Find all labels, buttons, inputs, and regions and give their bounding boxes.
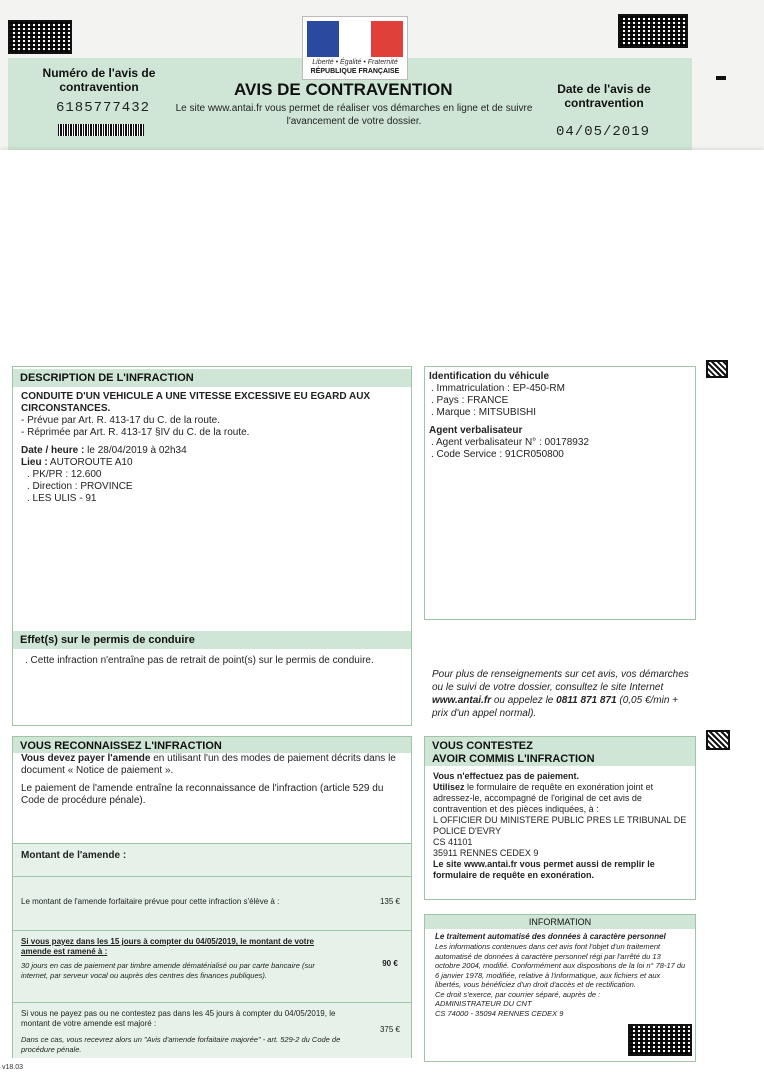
republic-motto: Liberté • Égalité • Fraternité bbox=[312, 59, 398, 66]
pays: . Pays : FRANCE bbox=[431, 395, 509, 406]
avis-number: 6185777432 bbox=[56, 100, 151, 116]
vehicle-heading: Identification du véhicule bbox=[429, 371, 550, 382]
pay-instruction: en utilisant l'un des modes de paiement décrits dans le document « Notice de paiement ». bbox=[21, 753, 396, 776]
contact-info bbox=[432, 668, 694, 720]
contact-text-mid: ou appelez le bbox=[491, 695, 557, 706]
amount-row-majore bbox=[13, 1002, 411, 1059]
republic-logo bbox=[302, 16, 408, 80]
contact-phone[interactable]: 0811 871 871 bbox=[556, 695, 617, 706]
amount-majore-text: Si vous ne payez pas ou ne contestez pas dans les 45 jours à compter du 04/05/2019, le montant de votre amende est majoré : bbox=[21, 1009, 336, 1028]
reconnaissez-box bbox=[12, 736, 412, 1058]
amount-standard-value: 135 € bbox=[379, 897, 401, 906]
information-body: Les informations contenues dans cet avis font l'objet d'un traitement automatisé de données à caractère personnel régi par l'arrêté du 13 octobre 2004, modifié. Conformément aux dispositions de la loi n° 78-17 du 6 janvier 1978, modifiée, relative à l'informatique, aux fichiers et aux libertés, vous bénéficiez d'un droit d'accès et de rectification. bbox=[435, 942, 686, 989]
page-title: AVIS DE CONTRAVENTION bbox=[234, 80, 453, 99]
information-address: CS 74000 - 35094 RENNES CEDEX 9 bbox=[435, 1008, 564, 1018]
reconnaissez-heading: VOUS RECONNAISSEZ L'INFRACTION bbox=[13, 737, 411, 753]
offence-reprimee: - Réprimée par Art. R. 413-17 §IV du C. de la route. bbox=[21, 427, 250, 438]
contestez-heading-1: VOUS CONTESTEZ bbox=[432, 740, 533, 752]
recognition-note: Le paiement de l'amende entraîne la reconnaissance de l'infraction (article 529 du Code de procédure pénale). bbox=[21, 783, 384, 806]
lieu-value: AUTOROUTE A10 bbox=[49, 457, 133, 468]
effets-heading: Effet(s) sur le permis de conduire bbox=[13, 631, 411, 649]
datamatrix-code-right bbox=[618, 14, 688, 48]
amount-reduced-value: 90 € bbox=[382, 959, 398, 968]
address-line-2: CS 41101 bbox=[433, 837, 473, 847]
version-label: v18.03 bbox=[2, 1064, 24, 1071]
contest-site-note: Le site www.antai.fr vous permet aussi de remplir le formulaire de requête en exonération. bbox=[433, 859, 655, 880]
amount-majore-value: 375 € bbox=[379, 1025, 401, 1034]
offence-date-value: le 28/04/2019 à 02h34 bbox=[87, 445, 187, 456]
information-exercise: Ce droit s'exerce, par courrier séparé, auprès de : ADMINISTRATEUR DU CNT bbox=[435, 989, 601, 1008]
barcode bbox=[58, 124, 144, 136]
avis-number-label: Numéro de l'avis de contravention bbox=[42, 66, 156, 94]
code-service: . Code Service : 91CR050800 bbox=[431, 449, 564, 460]
datamatrix-code-left bbox=[8, 20, 72, 54]
amount-reduced-text: Si vous payez dans les 15 jours à compter du 04/05/2019, le montant de votre amende est ramené à : bbox=[21, 937, 314, 956]
offence-date-label: Date / heure : bbox=[21, 445, 85, 456]
pk-pr: . PK/PR : 12.600 bbox=[27, 469, 102, 480]
information-heading: INFORMATION bbox=[425, 915, 695, 929]
direction: . Direction : PROVINCE bbox=[27, 481, 133, 492]
datamatrix-code-small bbox=[706, 360, 728, 378]
pay-instruction-bold: Vous devez payer l'amende bbox=[21, 753, 151, 764]
republic-name: RÉPUBLIQUE FRANÇAISE bbox=[310, 68, 400, 75]
immatriculation: . Immatriculation : EP-450-RM bbox=[431, 383, 565, 394]
amount-majore-note: Dans ce cas, vous recevrez alors un "Avis d'amende forfaitaire majorée" - art. 529-2 du Code de procédure pénale. bbox=[21, 1035, 341, 1054]
contestez-box bbox=[424, 736, 696, 900]
datamatrix-code-bottom bbox=[628, 1024, 692, 1056]
address-line-1: L OFFICIER DU MINISTERE PUBLIC PRES LE TRIBUNAL DE POLICE D'EVRY bbox=[433, 815, 687, 836]
contact-text-start: Pour plus de renseignements sur cet avis, vos démarches ou le suivi de votre dossier, consultez le site Internet bbox=[432, 669, 689, 693]
vehicle-box bbox=[424, 366, 696, 620]
description-heading: DESCRIPTION DE L'INFRACTION bbox=[13, 369, 411, 387]
date-label: Date de l'avis de contravention bbox=[557, 82, 651, 110]
offence-prevue: - Prévue par Art. R. 413-17 du C. de la route. bbox=[21, 415, 220, 426]
contact-site-link[interactable]: www.antai.fr bbox=[432, 695, 492, 706]
address-line-3: 35911 RENNES CEDEX 9 bbox=[433, 848, 539, 858]
description-box bbox=[12, 366, 412, 726]
contestez-heading-2: AVOIR COMMIS L'INFRACTION bbox=[432, 753, 595, 765]
contact-text-end: (0,05 €/min + prix d'un appel normal). bbox=[432, 695, 679, 719]
edge-mark bbox=[716, 76, 726, 80]
amount-standard-text: Le montant de l'amende forfaitaire prévue pour cette infraction s'élève à : bbox=[21, 897, 280, 906]
amount-row-reduced bbox=[13, 930, 411, 1001]
montant-heading: Montant de l'amende : bbox=[21, 850, 127, 861]
lieu-label: Lieu : bbox=[21, 457, 48, 468]
agent-number: . Agent verbalisateur N° : 00178932 bbox=[431, 437, 589, 448]
use-form-text: le formulaire de requête en exonération joint et adressez-le, accompagné de l'original de cet avis de contravention et des pièces indiquées, à : bbox=[433, 782, 654, 814]
use-form-bold: Utilisez bbox=[433, 782, 465, 792]
header-subtitle: Le site www.antai.fr vous permet de réaliser vos démarches en ligne et de suivre l'avancement de votre dossier. bbox=[175, 103, 533, 127]
offence-text: CONDUITE D'UN VEHICULE A UNE VITESSE EXCESSIVE EU EGARD AUX CIRCONSTANCES. bbox=[21, 391, 371, 414]
effets-text: . Cette infraction n'entraîne pas de retrait de point(s) sur le permis de conduire. bbox=[25, 655, 374, 666]
amount-section bbox=[13, 843, 411, 1058]
agent-heading: Agent verbalisateur bbox=[429, 425, 523, 436]
amount-row-standard bbox=[13, 876, 411, 929]
datamatrix-code-small-2 bbox=[706, 730, 730, 750]
information-title: Le traitement automatisé des données à caractère personnel bbox=[435, 932, 666, 941]
amount-reduced-note: 30 jours en cas de paiement par timbre amende dématérialisé ou par carte bancaire (sur internet, par serveur vocal ou auprès des centres des finances publiques). bbox=[21, 961, 315, 980]
city: . LES ULIS - 91 bbox=[27, 493, 97, 504]
no-payment-text: Vous n'effectuez pas de paiement. bbox=[433, 771, 580, 781]
avis-date: 04/05/2019 bbox=[556, 124, 651, 140]
marque: . Marque : MITSUBISHI bbox=[431, 407, 537, 418]
